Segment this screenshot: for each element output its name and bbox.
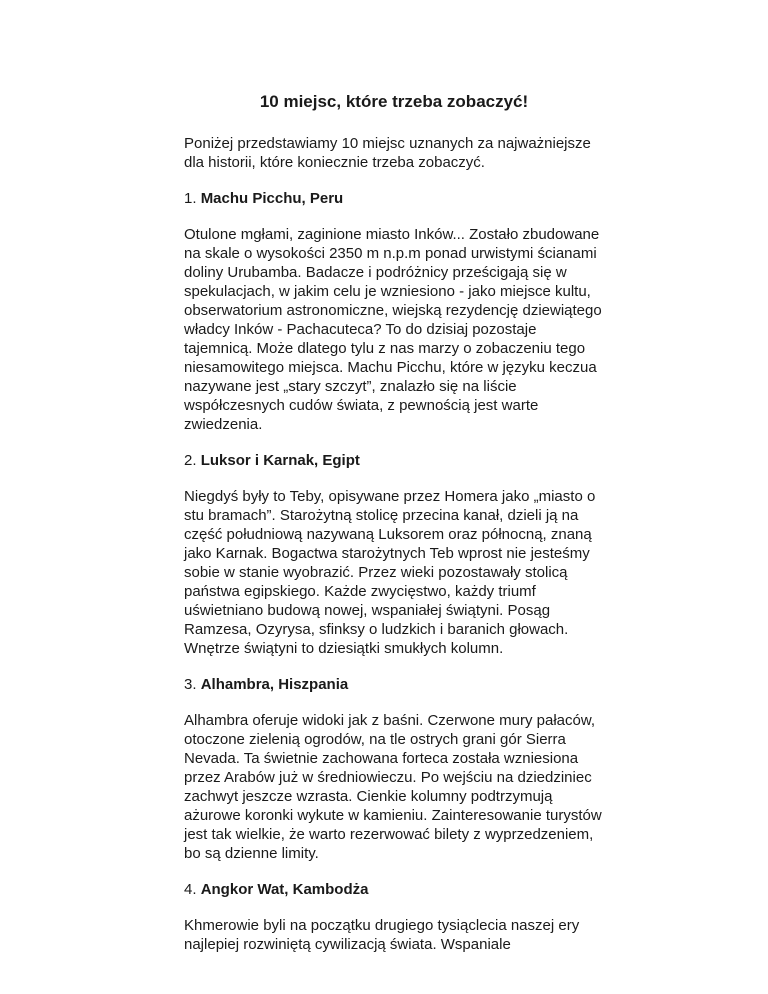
section-text-angkor-wat: Khmerowie byli na początku drugiego tysiąclecia naszej ery najlepiej rozwiniętą cywilizacją świata. Wspaniale: [184, 917, 580, 953]
section-text-machu-picchu: Otulone mgłami, zaginione miasto Inków... Zostało zbudowane na skale o wysokości 2350 m n.p.m ponad urwistymi ścianami doliny Urubamba. Badacze i podróżnicy prześcigają się w spekulacjach, w jakim celu je wzniesiono - jako miejsce kultu, obserwatorium astronomiczne, wiejską rezydencję dziewiątego władcy Inków - Pachacuteca? To do dzisiaj pozostaje tajemnicą. Może dlatego tylu z nas marzy o zobaczeniu tego niesamowitego miejsca. Machu Picchu, które w języku keczua nazywane jest „stary szczyt”, znalazło się na liście współczesnych cudów świata, z pewnością jest warte zwiedzenia.: [184, 226, 602, 433]
intro-paragraph: Poniżej przedstawiamy 10 miejsc uznanych za najważniejsze dla historii, które koniecznie trzeba zobaczyć.: [184, 135, 591, 171]
section-name: Alhambra, Hiszpania: [200, 676, 349, 693]
section-heading-angkor-wat: [184, 880, 604, 899]
section-name: Luksor i Karnak, Egipt: [200, 452, 360, 469]
section-number: 3.: [184, 676, 197, 693]
section-text-alhambra: Alhambra oferuje widoki jak z baśni. Czerwone mury pałaców, otoczone zielenią ogrodów, na tle ostrych grani gór Sierra Nevada. Ta świetnie zachowana forteca została wzniesiona przez Arabów już w średniowieczu. Po wejściu na dziedziniec zachwyt jeszcze wzrasta. Cienkie kolumny podtrzymują ażurowe koronki wykute w kamieniu. Zainteresowanie turystów jest tak wielkie, że warto rezerwować bilety z wyprzedzeniem, bo są dzienne limity.: [184, 712, 602, 862]
section-heading-luksor-karnak: [184, 451, 604, 470]
section-heading-machu-picchu: [184, 189, 604, 208]
section-heading-alhambra: [184, 675, 604, 694]
section-number: 2.: [184, 452, 197, 469]
section-number: 1.: [184, 190, 197, 207]
section-text-luksor-karnak: Niegdyś były to Teby, opisywane przez Homera jako „miasto o stu bramach”. Starożytną stolicę przecina kanał, dzieli ją na część południową nazywaną Luksorem oraz północną, znaną jako Karnak. Bogactwa starożytnych Teb wprost nie jesteśmy sobie w stanie wyobrazić. Przez wieki pozostawały stolicą państwa egipskiego. Każde zwycięstwo, każdy triumf uświetniano budową nowej, wspaniałej świątyni. Posąg Ramzesa, Ozyrysa, sfinksy o ludzkich i baranich głowach. Wnętrze świątyni to dziesiątki smukłych kolumn.: [184, 488, 596, 657]
document-title: 10 miejsc, które trzeba zobaczyć!: [259, 92, 529, 111]
section-name: Machu Picchu, Peru: [200, 190, 344, 207]
section-number: 4.: [184, 881, 197, 898]
section-name: Angkor Wat, Kambodża: [200, 881, 369, 898]
document-page: [184, 92, 604, 971]
